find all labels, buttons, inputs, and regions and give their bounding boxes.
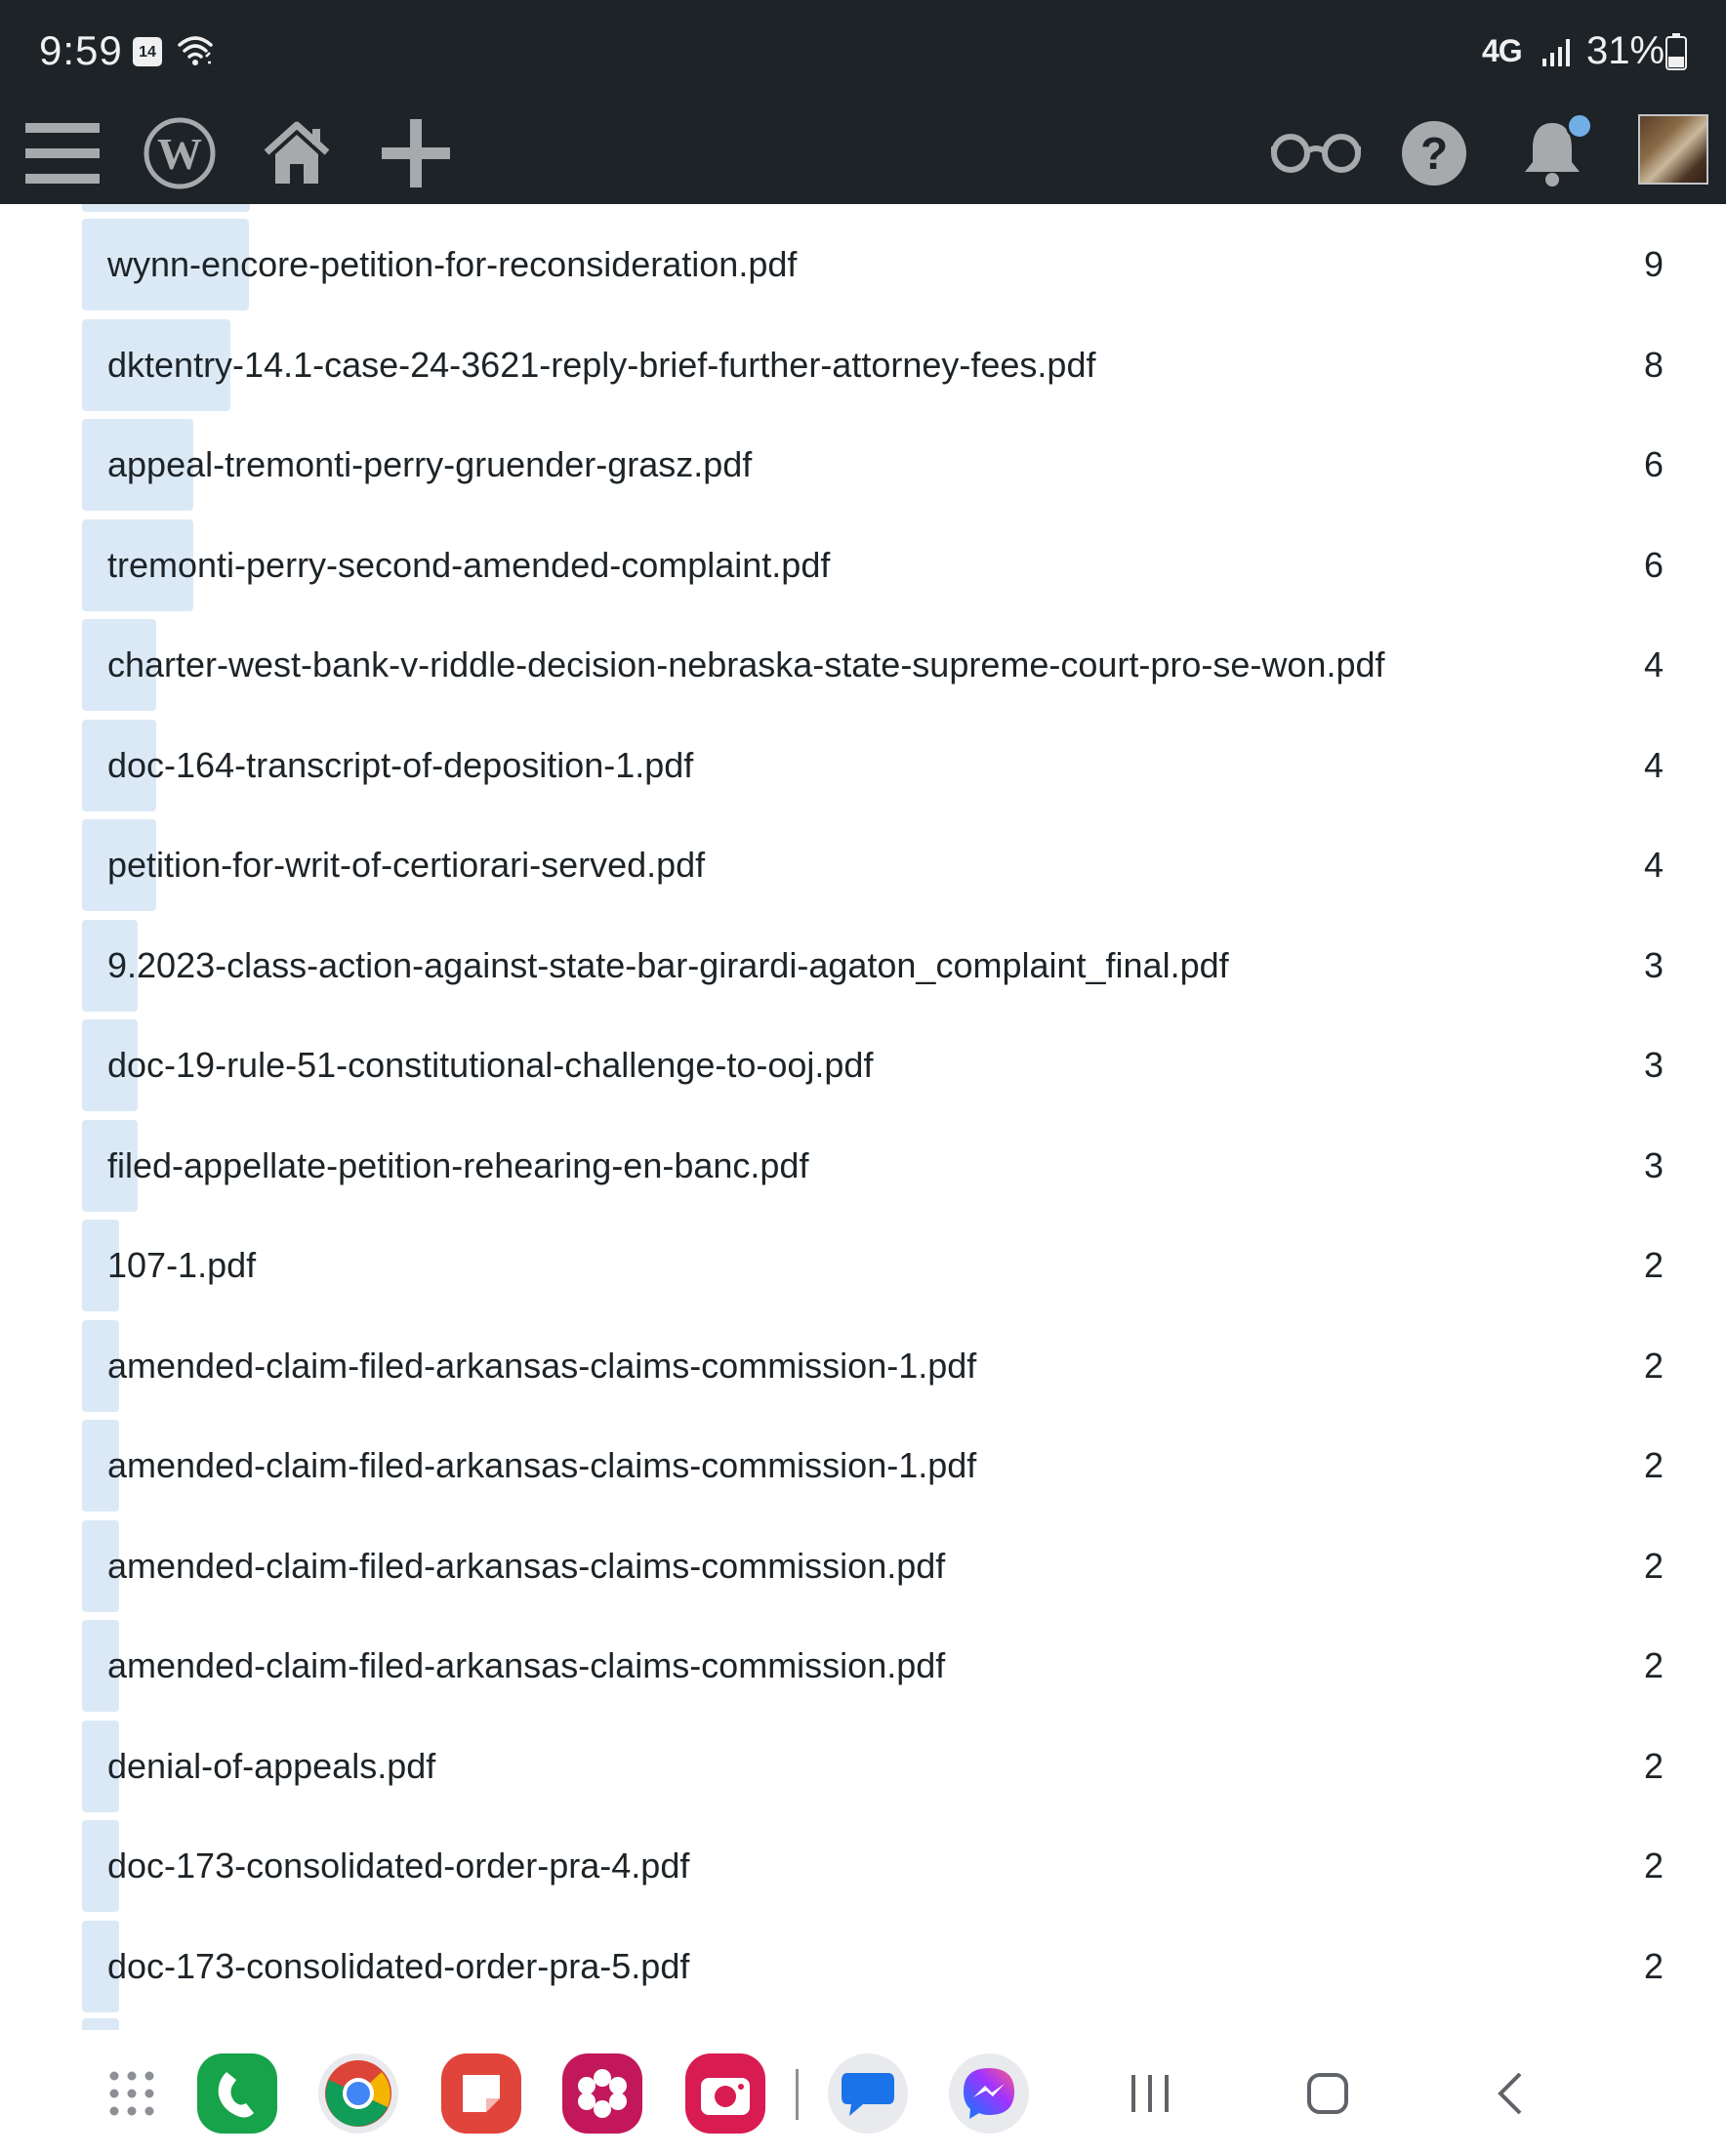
file-link[interactable]: doc-173-consolidated-order-pra-4.pdf bbox=[107, 1845, 690, 1886]
menu-icon bbox=[25, 123, 100, 184]
file-link[interactable]: doc-164-transcript-of-deposition-1.pdf bbox=[107, 744, 694, 785]
download-count: 2 bbox=[1643, 1645, 1664, 1685]
download-row bbox=[82, 1220, 1664, 1311]
file-link[interactable]: appeal-tremonti-perry-gruender-grasz.pdf bbox=[107, 444, 753, 484]
phone-app[interactable] bbox=[197, 2053, 277, 2134]
download-row bbox=[82, 920, 1664, 1012]
download-count: 2 bbox=[1643, 1745, 1664, 1786]
file-link[interactable]: doc-173-consolidated-order-pra-5.pdf bbox=[107, 1945, 690, 1986]
file-link[interactable]: amended-claim-filed-arkansas-claims-commission-1.pdf bbox=[107, 1445, 977, 1485]
gallery-app[interactable] bbox=[562, 2053, 642, 2134]
file-link[interactable]: amended-claim-filed-arkansas-claims-commission.pdf bbox=[107, 1645, 946, 1685]
network-type: 4G bbox=[1482, 33, 1522, 68]
download-row bbox=[82, 1320, 1664, 1412]
notes-app[interactable] bbox=[441, 2053, 521, 2134]
camera-app[interactable] bbox=[685, 2053, 765, 2134]
download-row bbox=[82, 419, 1664, 511]
download-count: 2 bbox=[1643, 1345, 1664, 1386]
messenger-app[interactable] bbox=[949, 2053, 1029, 2134]
download-row bbox=[82, 619, 1664, 711]
download-row bbox=[82, 319, 1664, 411]
wordpress-menu-button[interactable] bbox=[139, 103, 221, 204]
download-count: 6 bbox=[1643, 444, 1664, 484]
file-link[interactable]: filed-appellate-petition-rehearing-en-banc.pdf bbox=[107, 1144, 809, 1185]
menu-button[interactable] bbox=[21, 103, 103, 204]
download-row bbox=[82, 219, 1664, 311]
recents-button[interactable] bbox=[1121, 2059, 1179, 2128]
new-content-button[interactable] bbox=[377, 103, 455, 204]
download-count: 8 bbox=[1643, 344, 1664, 385]
file-link[interactable]: tremonti-perry-second-amended-complaint.pdf bbox=[107, 544, 831, 585]
file-link[interactable]: 9.2023-class-action-against-state-bar-girardi-agaton_complaint_final.pdf bbox=[107, 944, 1229, 985]
download-count: 2 bbox=[1643, 1545, 1664, 1586]
status-time: 9:59 bbox=[39, 27, 123, 73]
download-count: 3 bbox=[1643, 944, 1664, 985]
download-count: 3 bbox=[1643, 1144, 1664, 1185]
phone-app-icon bbox=[215, 2068, 260, 2119]
svg-text:W: W bbox=[157, 129, 202, 179]
gallery-app-icon bbox=[576, 2067, 629, 2120]
file-link[interactable]: 107-1.pdf bbox=[107, 1245, 257, 1285]
download-row bbox=[82, 1620, 1664, 1712]
download-row bbox=[82, 1420, 1664, 1512]
camera-app-icon bbox=[699, 2070, 752, 2117]
download-row bbox=[82, 1120, 1664, 1212]
download-row bbox=[82, 1019, 1664, 1111]
chrome-app[interactable] bbox=[318, 2053, 398, 2134]
download-row bbox=[82, 519, 1664, 611]
file-link[interactable]: dktentry-14.1-case-24-3621-reply-brief-further-attorney-fees.pdf bbox=[107, 344, 1096, 385]
help-icon bbox=[1401, 120, 1467, 187]
file-link[interactable]: amended-claim-filed-arkansas-claims-commission.pdf bbox=[107, 1545, 946, 1586]
wifi-icon bbox=[176, 31, 215, 70]
download-count: 3 bbox=[1643, 1045, 1664, 1085]
status-bar bbox=[0, 0, 1726, 103]
download-count: 4 bbox=[1643, 744, 1664, 785]
home-nav-icon bbox=[1306, 2072, 1349, 2115]
help-button[interactable] bbox=[1396, 103, 1472, 204]
plus-icon bbox=[382, 119, 450, 187]
home-button[interactable] bbox=[256, 103, 338, 204]
file-link[interactable]: doc-19-rule-51-constitutional-challenge-to-ooj.pdf bbox=[107, 1045, 874, 1085]
download-count: 4 bbox=[1643, 644, 1664, 684]
download-count: 4 bbox=[1643, 845, 1664, 885]
admin-toolbar bbox=[0, 103, 1726, 204]
svg-text:?: ? bbox=[1419, 128, 1449, 179]
avatar[interactable] bbox=[1638, 114, 1708, 185]
home-nav-button[interactable] bbox=[1298, 2059, 1357, 2128]
calendar-notification-icon: 14 bbox=[133, 37, 162, 66]
download-row bbox=[82, 1520, 1664, 1612]
notes-app-icon bbox=[457, 2069, 506, 2118]
reader-button[interactable] bbox=[1267, 103, 1365, 204]
app-drawer-button[interactable] bbox=[92, 2053, 172, 2134]
reader-glasses-icon bbox=[1269, 132, 1363, 175]
notification-badge bbox=[1566, 112, 1593, 140]
download-row bbox=[82, 1820, 1664, 1912]
file-link[interactable]: petition-for-writ-of-certiorari-served.pdf bbox=[107, 845, 706, 885]
battery-icon bbox=[1665, 33, 1687, 70]
wordpress-logo-icon bbox=[144, 117, 216, 189]
download-count: 6 bbox=[1643, 544, 1664, 585]
messenger-app-icon bbox=[960, 2064, 1018, 2123]
recents-icon bbox=[1129, 2073, 1171, 2114]
download-count: 2 bbox=[1643, 1845, 1664, 1886]
download-row bbox=[82, 1721, 1664, 1812]
download-row bbox=[82, 819, 1664, 911]
file-link[interactable]: denial-of-appeals.pdf bbox=[107, 1745, 436, 1786]
app-drawer-icon bbox=[108, 2070, 155, 2117]
download-count: 9 bbox=[1643, 244, 1664, 284]
download-row bbox=[82, 1921, 1664, 2012]
list-row-partial bbox=[82, 204, 250, 212]
back-button[interactable] bbox=[1480, 2059, 1539, 2128]
file-link[interactable]: charter-west-bank-v-riddle-decision-nebraska-state-supreme-court-pro-se-won.pdf bbox=[107, 644, 1385, 684]
dock-divider bbox=[796, 2069, 799, 2120]
downloads-list bbox=[0, 204, 1726, 2030]
back-icon bbox=[1495, 2071, 1524, 2116]
download-count: 2 bbox=[1643, 1245, 1664, 1285]
messages-app[interactable] bbox=[828, 2053, 908, 2134]
file-link[interactable]: wynn-encore-petition-for-reconsideration.pdf bbox=[107, 244, 798, 284]
file-link[interactable]: amended-claim-filed-arkansas-claims-commission-1.pdf bbox=[107, 1345, 977, 1386]
chrome-app-icon bbox=[323, 2058, 393, 2129]
download-row bbox=[82, 720, 1664, 811]
battery-percent: 31% bbox=[1586, 29, 1665, 72]
download-count: 2 bbox=[1643, 1945, 1664, 1986]
android-dock bbox=[0, 2030, 1726, 2156]
home-icon bbox=[263, 121, 331, 186]
list-row-partial bbox=[82, 2018, 119, 2030]
signal-icon bbox=[1541, 35, 1576, 68]
download-count: 2 bbox=[1643, 1445, 1664, 1485]
messages-app-icon bbox=[840, 2067, 896, 2120]
